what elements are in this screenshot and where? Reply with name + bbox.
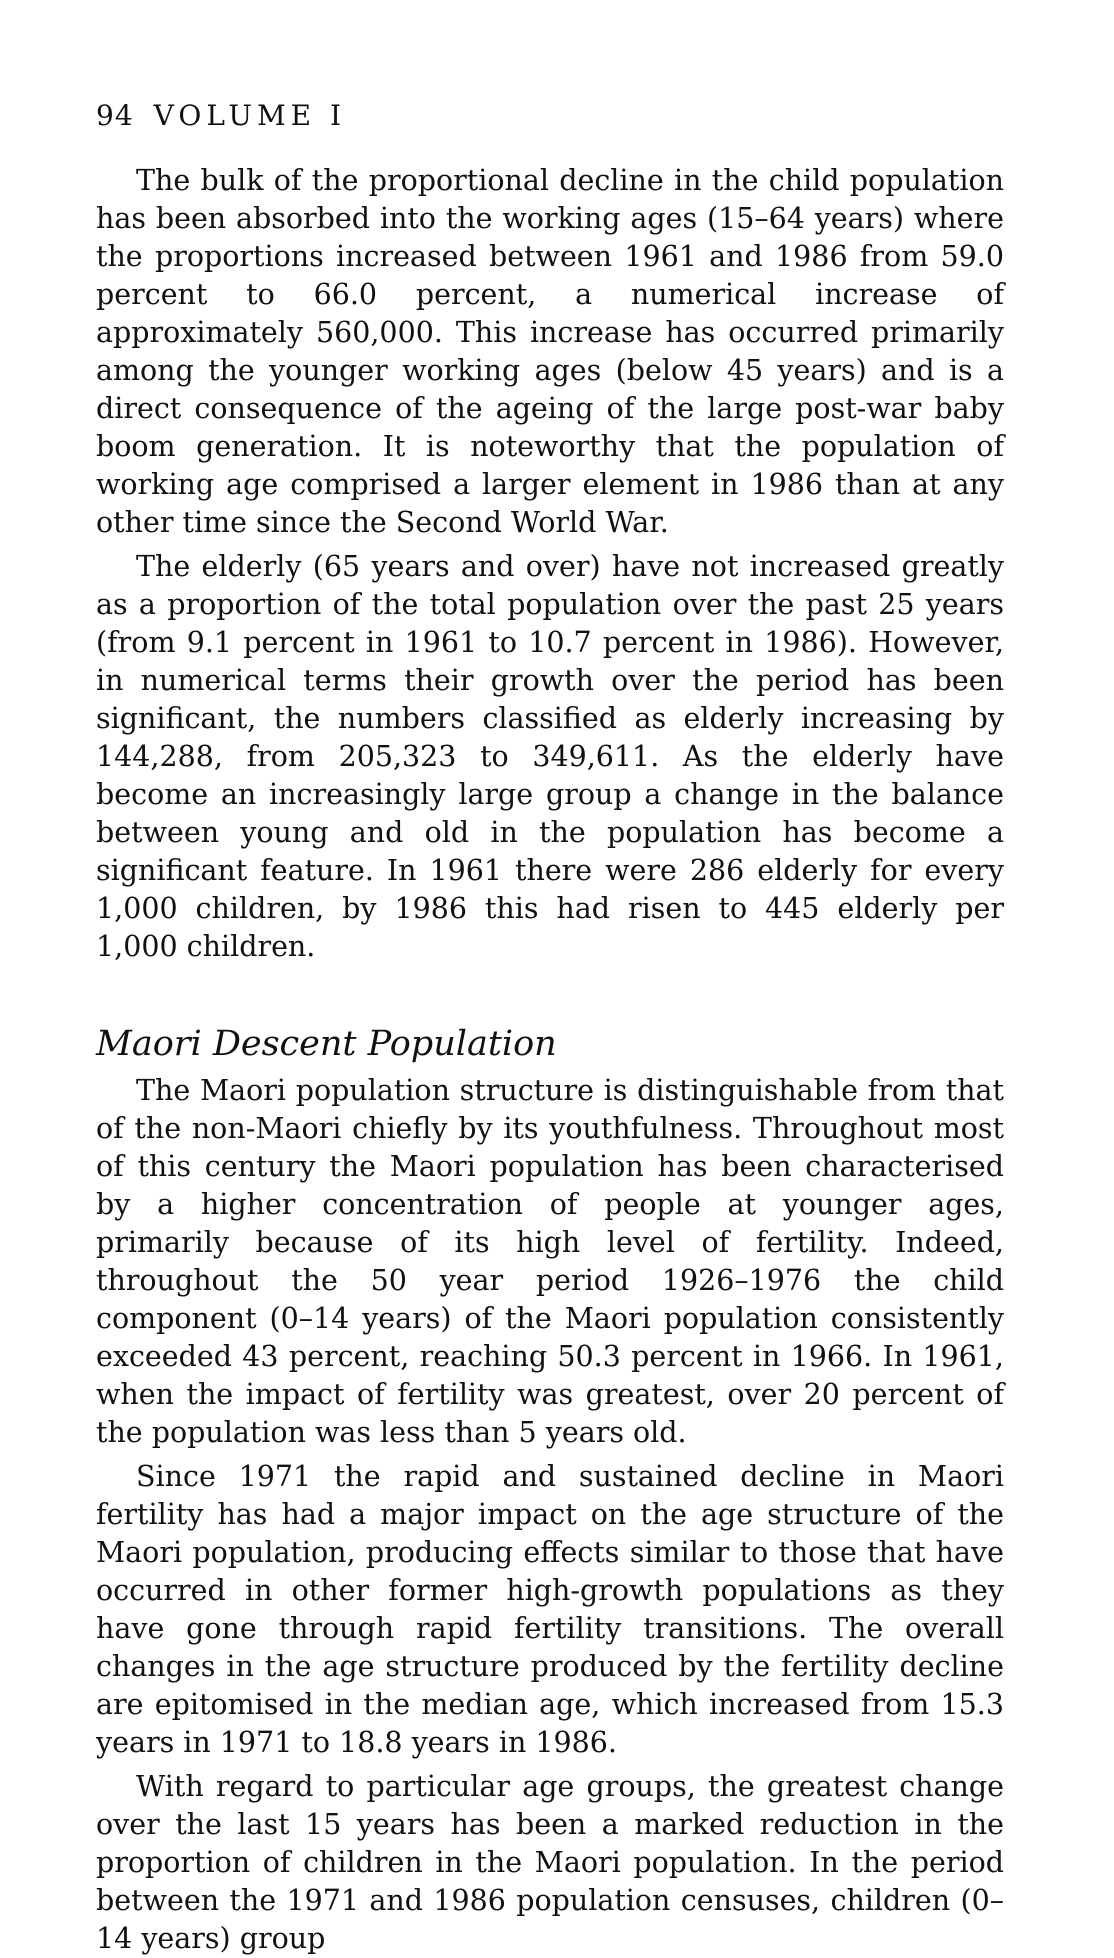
body-paragraph: Since 1971 the rapid and sustained decline in Maori fertility has had a major impact on the age structure of the Maori population, producing effects similar to those that have occurred in other former high-growth populations as they have gone through rapid fertility transitions. The overall changes in the age structure produced by the fertility decline are epitomised in the median age, which increased from 15.3 years in 1971 to 18.8 years in 1986. — [96, 1460, 1004, 1759]
section-heading: Maori Descent Population — [96, 1024, 557, 1064]
running-header — [96, 96, 1004, 136]
page-number: 94 — [96, 99, 134, 132]
section-text — [96, 1072, 1004, 1958]
intro-text — [96, 162, 1004, 966]
running-title: VOLUME I — [153, 99, 347, 132]
body-paragraph: The bulk of the proportional decline in the child population has been absorbed into the working ages (15–64 years) where the proportions increased between 1961 and 1986 from 59.0 percent to 66.0 percent, a numerical increase of approximately 560,000. This increase has occurred primarily among the younger working ages (below 45 years) and is a direct consequence of the ageing of the large post-war baby boom generation. It is noteworthy that the population of working age comprised a larger element in 1986 than at any other time since the Second World War. — [96, 164, 1004, 539]
body-paragraph: The Maori population structure is distinguishable from that of the non-Maori chiefly by its youthfulness. Throughout most of this century the Maori population has been characterised by a higher concentration of people at younger ages, primarily because of its high level of fertility. Indeed, throughout the 50 year period 1926–1976 the child component (0–14 years) of the Maori population consistently exceeded 43 percent, reaching 50.3 percent in 1966. In 1961, when the impact of fertility was greatest, over 20 percent of the population was less than 5 years old. — [96, 1074, 1004, 1449]
document-page — [96, 96, 1004, 1958]
body-paragraph: The elderly (65 years and over) have not increased greatly as a proportion of the total population over the past 25 years (from 9.1 percent in 1961 to 10.7 percent in 1986). However, in numerical terms their growth over the period has been significant, the numbers classified as elderly increasing by 144,288, from 205,323 to 349,611. As the elderly have become an increasingly large group a change in the balance between young and old in the population has become a significant feature. In 1961 there were 286 elderly for every 1,000 children, by 1986 this had risen to 445 elderly per 1,000 children. — [96, 550, 1004, 963]
body-paragraph: With regard to particular age groups, the greatest change over the last 15 years has been a marked reduction in the proportion of children in the Maori population. In the period between the 1971 and 1986 population censuses, children (0–14 years) group — [96, 1770, 1004, 1955]
